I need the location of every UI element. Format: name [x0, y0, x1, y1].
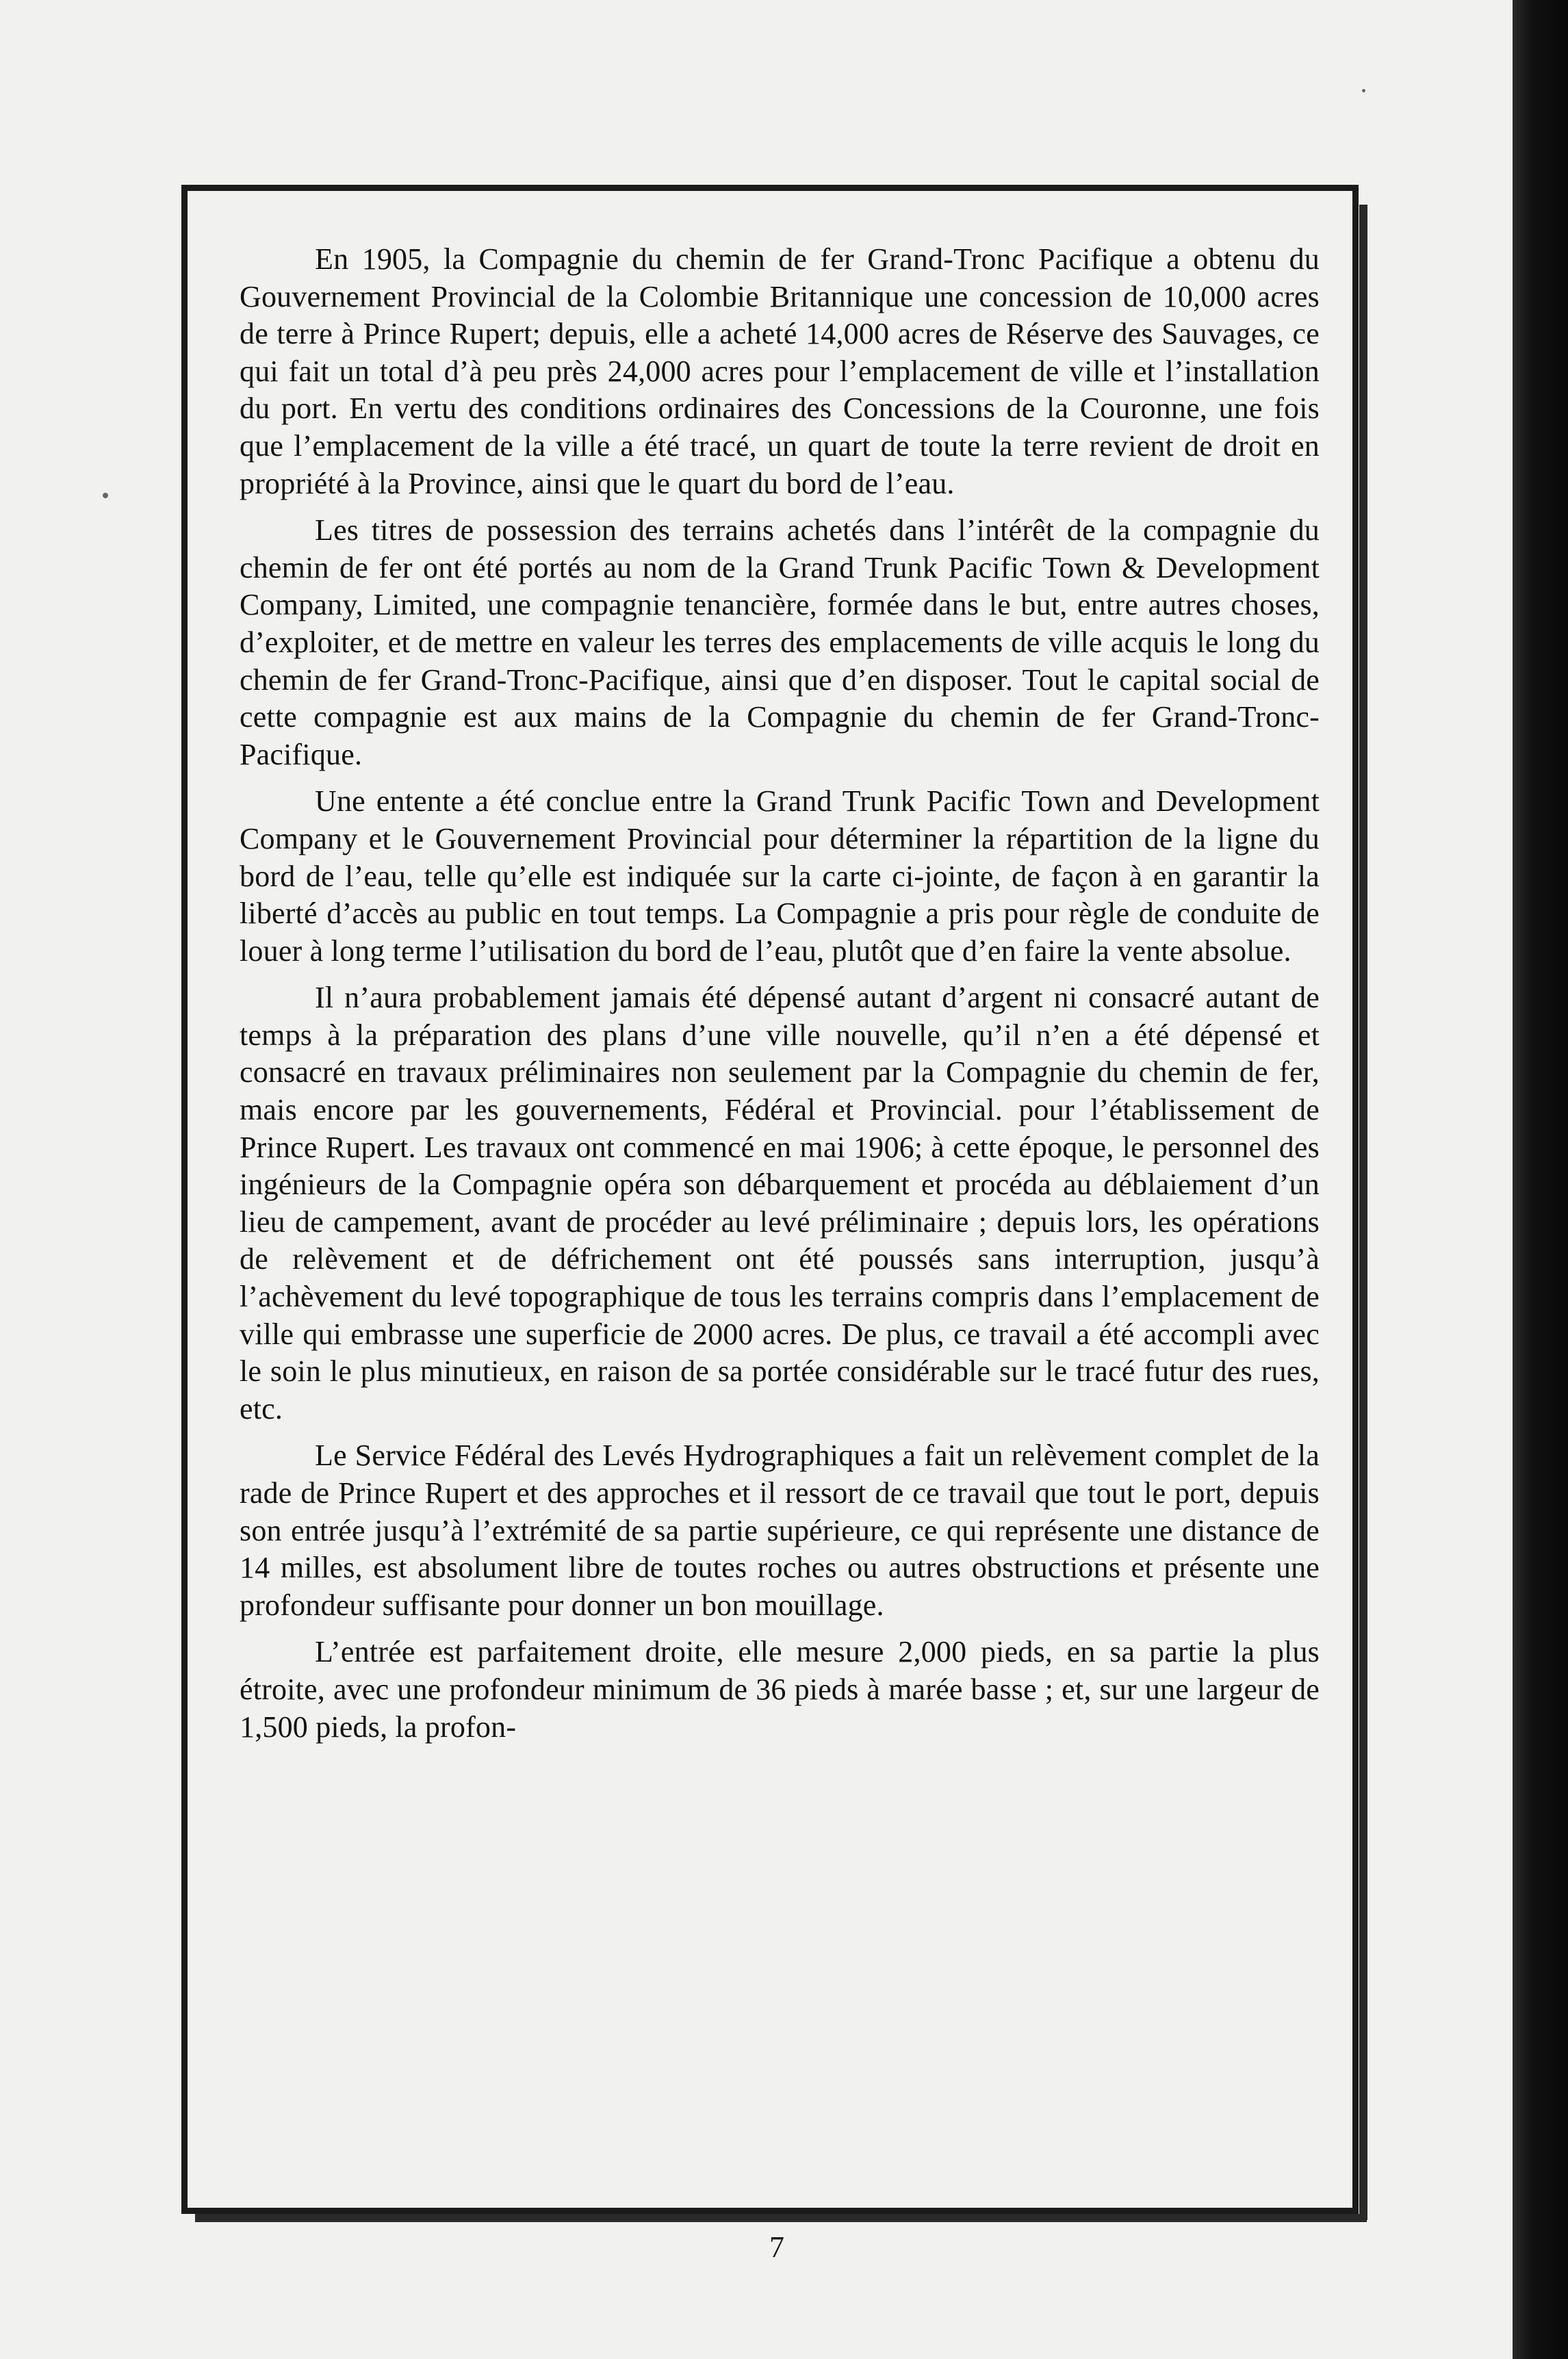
paragraph-5: Le Service Fédéral des Levés Hydrographiques a fait un relèvement complet de la rade de Prince Rupert et des approches et il ressort de ce travail que tout le port, depuis son entrée jusqu’à l’extrémité de sa partie supérieure, ce qui représente une distance de 14 milles, est absolument libre de toutes roches ou autres obstructions et présente une profondeur suffisante pour donner un bon mouillage.	[240, 1439, 1320, 1622]
paragraph-2: Les titres de possession des terrains achetés dans l’intérêt de la compagnie du chemin de fer ont été portés au nom de la Grand Trunk Pacific Town & Development Company, Limited, une compagnie tenancière, formée dans le but, entre autres choses, d’exploiter, et de mettre en valeur les terres des emplacements de ville acquis le long du chemin de fer Grand-Tronc-Pacifique, ainsi que d’en disposer. Tout le capital social de cette compagnie est aux mains de la Compagnie du chemin de fer Grand-Tronc-Pacifique.	[240, 513, 1320, 771]
paragraph-1: En 1905, la Compagnie du chemin de fer Grand-Tronc Pacifique a obtenu du Gouvernement Provincial de la Colombie Britannique une concession de 10,000 acres de terre à Prince Rupert; depuis, elle a acheté 14,000 acres de Réserve des Sauvages, ce qui fait un total d’à peu près 24,000 acres pour l’emplacement de ville et l’installation du port. En vertu des conditions ordinaires des Concessions de la Couronne, une fois que l’emplacement de la ville a été tracé, un quart de toute la terre revient de droit en propriété à la Province, ainsi que le quart du bord de l’eau.	[240, 242, 1320, 500]
paragraph-6: L’entrée est parfaitement droite, elle mesure 2,000 pieds, en sa partie la plus étroite, avec une profondeur minimum de 36 pieds à marée basse ; et, sur une largeur de 1,500 pieds, la profon-	[240, 1635, 1320, 1744]
paragraph-4: Il n’aura probablement jamais été dépensé autant d’argent ni consacré autant de temps à la préparation des plans d’une ville nouvelle, qu’il n’en a été dépensé et consacré en travaux préliminaires non seulement par la Compagnie du chemin de fer, mais encore par les gouvernements, Fédéral et Provincial. pour l’établissement de Prince Rupert. Les travaux ont commencé en mai 1906; à cette époque, le personnel des ingénieurs de la Compagnie opéra son débarquement et procéda au déblaiement d’un lieu de campement, avant de procéder au levé préliminaire ; depuis lors, les opérations de relèvement et de défrichement ont été poussés sans interruption, jusqu’à l’achèvement du levé topographique de tous les terrains compris dans l’emplacement de ville qui embrasse une superficie de 2000 acres. De plus, ce travail a été accompli avec le soin le plus minutieux, en raison de sa portée considérable sur le tracé futur des rues, etc.	[240, 981, 1320, 1426]
scan-speck	[103, 493, 108, 498]
page-number: 7	[769, 2230, 784, 2264]
body-text	[240, 241, 1320, 1755]
frame-shadow	[195, 2214, 1367, 2222]
paragraph-3: Une entente a été conclue entre la Grand Trunk Pacific Town and Development Company et le Gouvernement Provincial pour déterminer la répartition de la ligne du bord de l’eau, telle qu’elle est indiquée sur la carte ci-jointe, de façon à en garantir la liberté d’accès au public en tout temps. La Compagnie a pris pour règle de conduite de louer à long terme l’utilisation du bord de l’eau, plutôt que d’en faire la vente absolue.	[240, 784, 1320, 968]
binding-edge	[1513, 0, 1568, 2359]
scan-speck	[1362, 89, 1365, 92]
